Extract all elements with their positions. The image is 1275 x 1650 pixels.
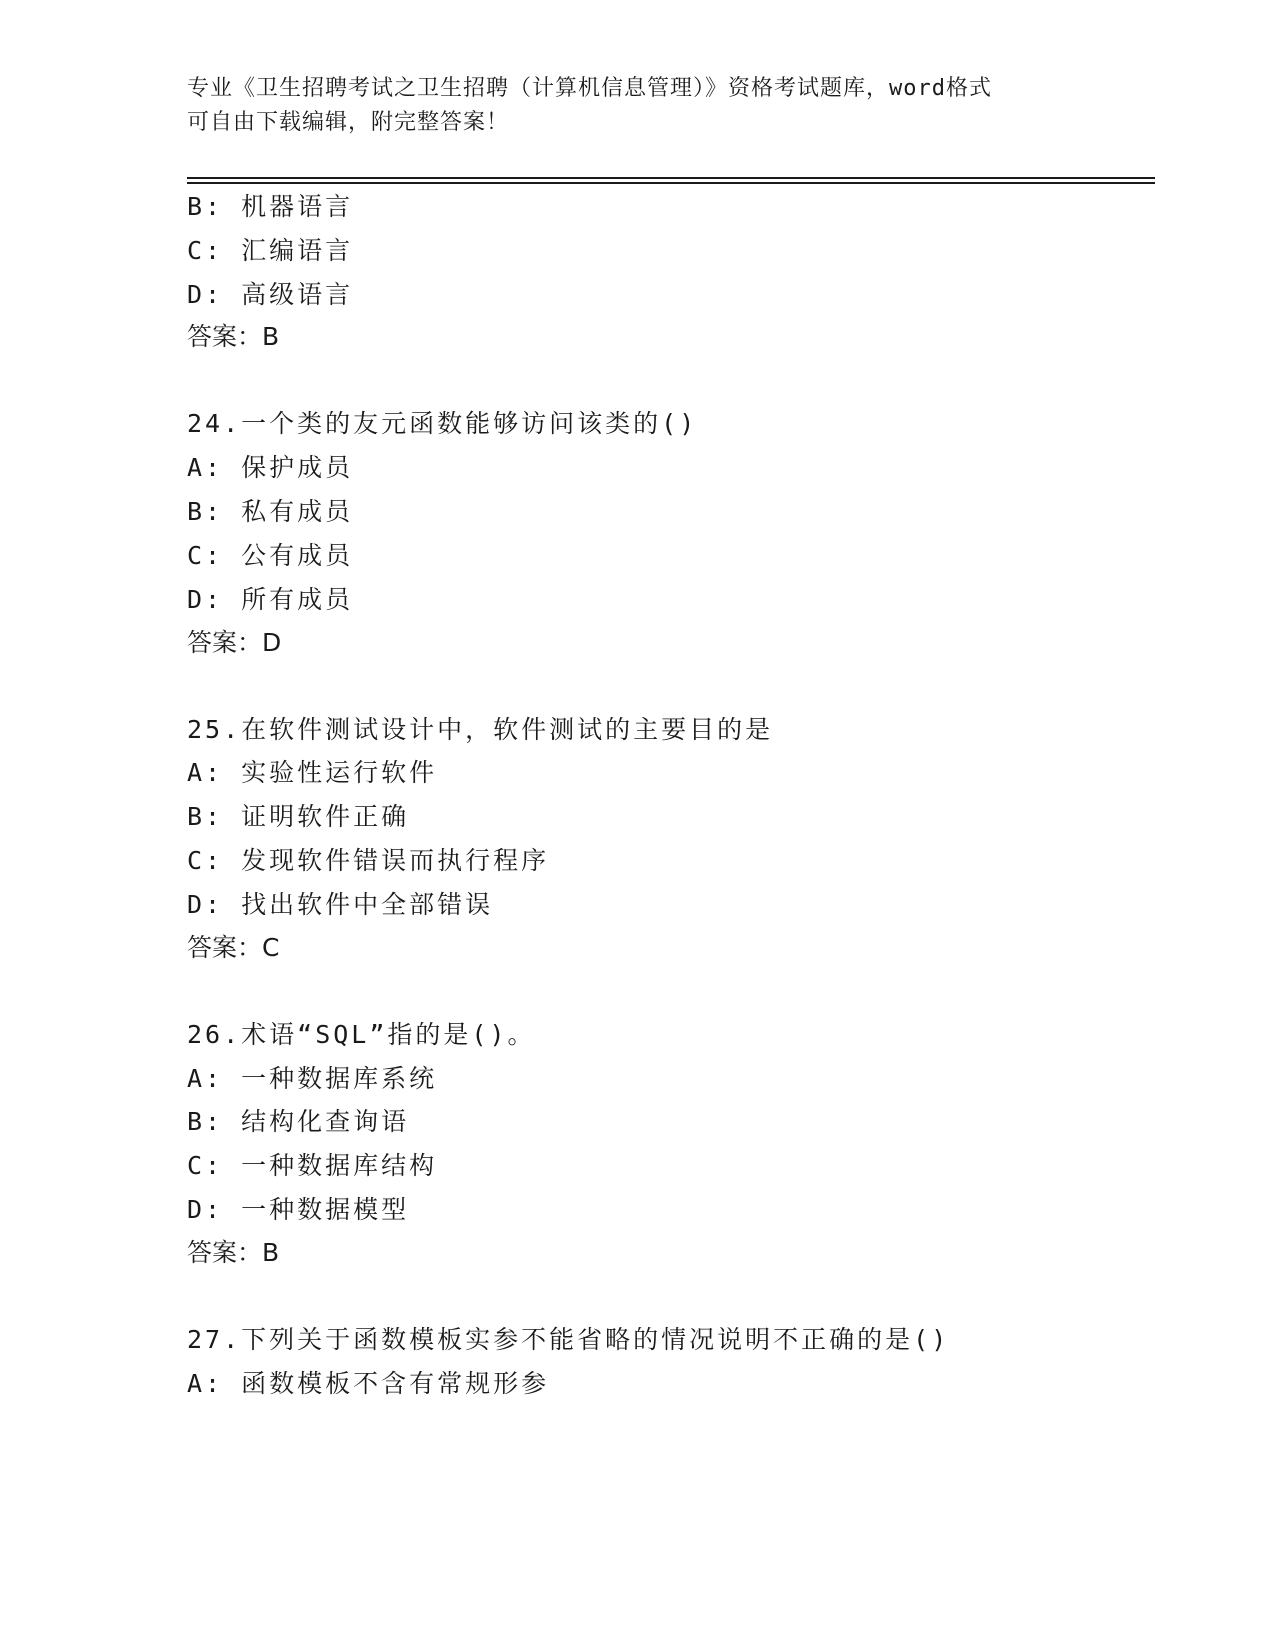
option-d: D: 所有成员 [187, 585, 354, 614]
option-b: B: 结构化查询语 [187, 1107, 410, 1136]
option-c: C: 汇编语言 [187, 236, 354, 265]
question-24: 24.一个类的友元函数能够访问该类的() [187, 409, 698, 438]
option-c: C: 公有成员 [187, 541, 354, 570]
answer: 答案：B [187, 1238, 280, 1267]
document-header [187, 72, 1107, 140]
option-a: A: 函数模板不含有常规形参 [187, 1369, 550, 1398]
option-a: A: 实验性运行软件 [187, 758, 438, 787]
option-b: B: 私有成员 [187, 497, 354, 526]
option-d: D: 高级语言 [187, 280, 354, 309]
header-divider-top [187, 177, 1155, 179]
question-26: 26.术语“SQL”指的是()。 [187, 1020, 536, 1049]
option-b: B: 证明软件正确 [187, 802, 410, 831]
answer: 答案：B [187, 322, 280, 351]
question-27: 27.下列关于函数模板实参不能省略的情况说明不正确的是() [187, 1325, 950, 1354]
header-divider-bottom [187, 182, 1155, 184]
option-a: A: 一种数据库系统 [187, 1064, 438, 1093]
option-c: C: 一种数据库结构 [187, 1151, 438, 1180]
header-line-1: 专业《卫生招聘考试之卫生招聘（计算机信息管理）》资格考试题库，word格式 [187, 76, 992, 101]
option-d: D: 找出软件中全部错误 [187, 890, 494, 919]
option-a: A: 保护成员 [187, 453, 354, 482]
option-b: B: 机器语言 [187, 192, 354, 221]
option-d: D: 一种数据模型 [187, 1195, 410, 1224]
option-c: C: 发现软件错误而执行程序 [187, 846, 550, 875]
answer: 答案：C [187, 933, 280, 962]
header-line-2: 可自由下载编辑，附完整答案！ [187, 110, 510, 135]
answer: 答案：D [187, 628, 282, 657]
question-25: 25.在软件测试设计中，软件测试的主要目的是 [187, 715, 774, 744]
